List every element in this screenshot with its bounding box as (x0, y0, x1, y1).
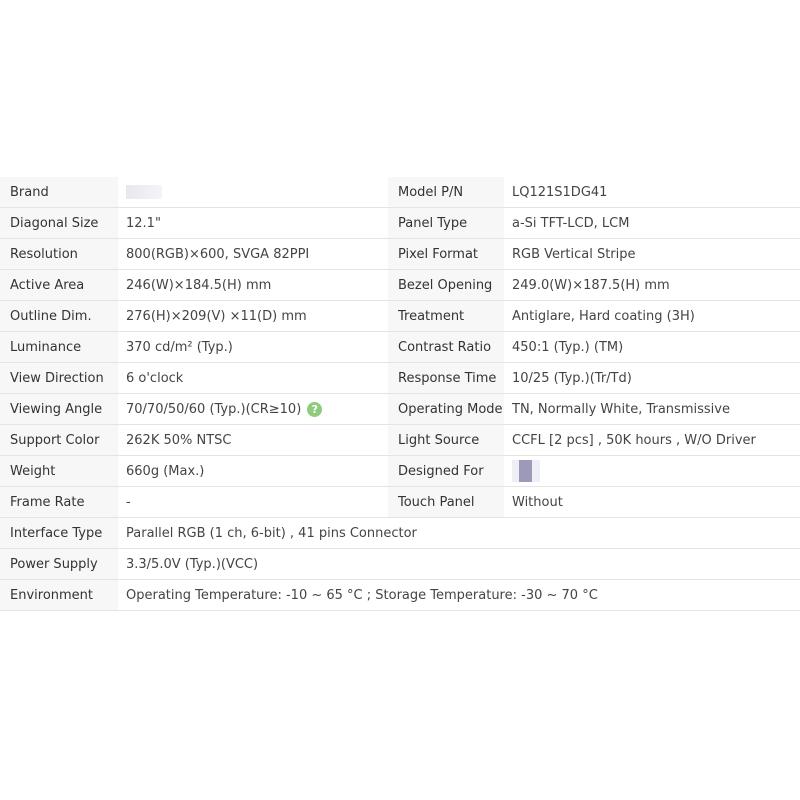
resolution-label: Resolution (0, 239, 118, 270)
resolution-value: 800(RGB)×600, SVGA 82PPI (118, 239, 388, 270)
touch-panel-value: Without (504, 487, 800, 518)
redacted-designed-for-image (512, 460, 540, 482)
luminance-label: Luminance (0, 332, 118, 363)
power-supply-label: Power Supply (0, 549, 118, 580)
viewing-angle-label: Viewing Angle (0, 394, 118, 425)
contrast-ratio-value: 450:1 (Typ.) (TM) (504, 332, 800, 363)
outline-dim-label: Outline Dim. (0, 301, 118, 332)
response-time-value: 10/25 (Typ.)(Tr/Td) (504, 363, 800, 394)
view-direction-value: 6 o'clock (118, 363, 388, 394)
operating-mode-value: TN, Normally White, Transmissive (504, 394, 800, 425)
weight-label: Weight (0, 456, 118, 487)
bezel-opening-value: 249.0(W)×187.5(H) mm (504, 270, 800, 301)
touch-panel-label: Touch Panel (388, 487, 504, 518)
brand-label: Brand (0, 177, 118, 208)
pixel-format-value: RGB Vertical Stripe (504, 239, 800, 270)
frame-rate-value: - (118, 487, 388, 518)
luminance-value: 370 cd/m² (Typ.) (118, 332, 388, 363)
spec-table (0, 177, 800, 611)
environment-label: Environment (0, 580, 118, 611)
panel-type-value: a-Si TFT-LCD, LCM (504, 208, 800, 239)
model-pn-link[interactable]: LQ121S1DG41 (504, 177, 800, 208)
table-row (0, 580, 800, 611)
brand-value (118, 177, 388, 208)
treatment-label: Treatment (388, 301, 504, 332)
designed-for-value (504, 456, 800, 487)
pixel-format-label: Pixel Format (388, 239, 504, 270)
table-row (0, 394, 800, 425)
designed-for-label: Designed For (388, 456, 504, 487)
light-source-label: Light Source (388, 425, 504, 456)
table-row (0, 332, 800, 363)
support-color-label: Support Color (0, 425, 118, 456)
support-color-value: 262K 50% NTSC (118, 425, 388, 456)
table-row (0, 487, 800, 518)
panel-type-label: Panel Type (388, 208, 504, 239)
light-source-value: CCFL [2 pcs] , 50K hours , W/O Driver (504, 425, 800, 456)
diagonal-size-label: Diagonal Size (0, 208, 118, 239)
model-pn-label: Model P/N (388, 177, 504, 208)
table-row (0, 239, 800, 270)
diagonal-size-value: 12.1" (118, 208, 388, 239)
table-row (0, 549, 800, 580)
table-row (0, 518, 800, 549)
outline-dim-value: 276(H)×209(V) ×11(D) mm (118, 301, 388, 332)
view-direction-label: View Direction (0, 363, 118, 394)
environment-value: Operating Temperature: -10 ~ 65 °C ; Storage Temperature: -30 ~ 70 °C (118, 580, 800, 611)
response-time-label: Response Time (388, 363, 504, 394)
table-row (0, 363, 800, 394)
help-icon[interactable]: ? (307, 402, 322, 417)
active-area-value: 246(W)×184.5(H) mm (118, 270, 388, 301)
bezel-opening-label: Bezel Opening (388, 270, 504, 301)
table-row (0, 208, 800, 239)
redacted-brand-image (126, 185, 162, 199)
operating-mode-label: Operating Mode (388, 394, 504, 425)
table-row (0, 425, 800, 456)
table-row (0, 270, 800, 301)
interface-type-label: Interface Type (0, 518, 118, 549)
frame-rate-label: Frame Rate (0, 487, 118, 518)
interface-type-value: Parallel RGB (1 ch, 6-bit) , 41 pins Connector (118, 518, 800, 549)
power-supply-value: 3.3/5.0V (Typ.)(VCC) (118, 549, 800, 580)
weight-value: 660g (Max.) (118, 456, 388, 487)
table-row (0, 177, 800, 208)
active-area-label: Active Area (0, 270, 118, 301)
viewing-angle-cell (118, 394, 388, 425)
treatment-value: Antiglare, Hard coating (3H) (504, 301, 800, 332)
viewing-angle-value: 70/70/50/60 (Typ.)(CR≥10) (126, 401, 302, 417)
contrast-ratio-label: Contrast Ratio (388, 332, 504, 363)
table-row (0, 301, 800, 332)
table-row (0, 456, 800, 487)
